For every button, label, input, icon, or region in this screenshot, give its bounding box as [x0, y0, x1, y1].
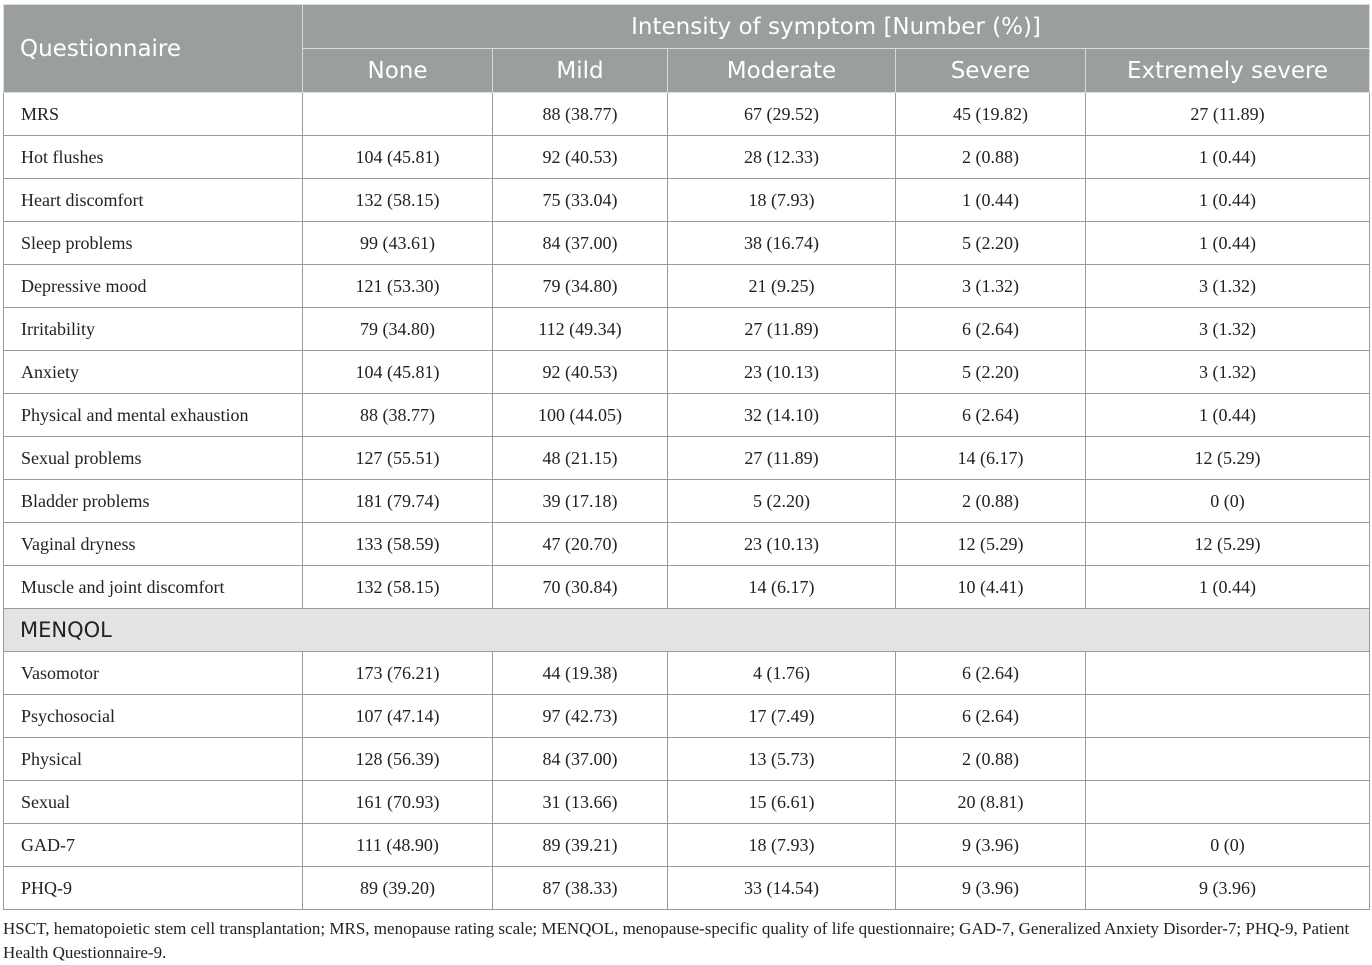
table-cell: 100 (44.05) — [493, 394, 668, 437]
row-label: GAD-7 — [4, 824, 303, 867]
table-cell: 12 (5.29) — [1086, 437, 1370, 480]
table-cell: 1 (0.44) — [896, 179, 1086, 222]
row-label: Hot flushes — [4, 136, 303, 179]
table-cell: 89 (39.20) — [303, 867, 493, 910]
intensity-group-header: Intensity of symptom [Number (%)] — [303, 5, 1370, 49]
row-label: Sexual problems — [4, 437, 303, 480]
table-cell: 17 (7.49) — [668, 695, 896, 738]
table-cell — [1086, 738, 1370, 781]
table-cell: 173 (76.21) — [303, 652, 493, 695]
table-row — [4, 437, 1370, 480]
table-cell: 111 (48.90) — [303, 824, 493, 867]
table-row — [4, 93, 1370, 136]
table-cell: 1 (0.44) — [1086, 394, 1370, 437]
table-cell — [1086, 781, 1370, 824]
row-label: Irritability — [4, 308, 303, 351]
table-cell: 48 (21.15) — [493, 437, 668, 480]
table-cell: 27 (11.89) — [668, 437, 896, 480]
table-cell: 6 (2.64) — [896, 394, 1086, 437]
table-cell: 20 (8.81) — [896, 781, 1086, 824]
table-row — [4, 695, 1370, 738]
row-label: Vaginal dryness — [4, 523, 303, 566]
table-cell — [1086, 695, 1370, 738]
table-cell: 28 (12.33) — [668, 136, 896, 179]
column-header-severe: Severe — [896, 49, 1086, 93]
table-row — [4, 351, 1370, 394]
table-cell: 1 (0.44) — [1086, 222, 1370, 265]
table-cell: 32 (14.10) — [668, 394, 896, 437]
row-label: PHQ-9 — [4, 867, 303, 910]
table-cell — [303, 93, 493, 136]
table-cell: 79 (34.80) — [493, 265, 668, 308]
table-row — [4, 738, 1370, 781]
table-cell: 31 (13.66) — [493, 781, 668, 824]
row-label: MRS — [4, 93, 303, 136]
table-cell: 121 (53.30) — [303, 265, 493, 308]
table-cell: 9 (3.96) — [896, 867, 1086, 910]
table-cell: 92 (40.53) — [493, 351, 668, 394]
table-cell: 5 (2.20) — [896, 222, 1086, 265]
table-row — [4, 265, 1370, 308]
row-label: Vasomotor — [4, 652, 303, 695]
table-header — [4, 5, 1370, 93]
table-cell: 2 (0.88) — [896, 136, 1086, 179]
row-label: Anxiety — [4, 351, 303, 394]
table-cell: 6 (2.64) — [896, 695, 1086, 738]
table-row — [4, 222, 1370, 265]
table-cell: 6 (2.64) — [896, 652, 1086, 695]
table-cell: 18 (7.93) — [668, 824, 896, 867]
table-cell: 128 (56.39) — [303, 738, 493, 781]
table-cell: 87 (38.33) — [493, 867, 668, 910]
table-cell: 23 (10.13) — [668, 351, 896, 394]
table-cell: 13 (5.73) — [668, 738, 896, 781]
table-cell: 132 (58.15) — [303, 566, 493, 609]
table-cell: 88 (38.77) — [493, 93, 668, 136]
table-cell: 9 (3.96) — [896, 824, 1086, 867]
table-cell: 99 (43.61) — [303, 222, 493, 265]
table-row — [4, 781, 1370, 824]
table-cell: 27 (11.89) — [1086, 93, 1370, 136]
table-cell: 14 (6.17) — [668, 566, 896, 609]
column-header-extremely-severe: Extremely severe — [1086, 49, 1370, 93]
row-label: Muscle and joint discomfort — [4, 566, 303, 609]
table-cell: 127 (55.51) — [303, 437, 493, 480]
table-row — [4, 523, 1370, 566]
table-footnote: HSCT, hematopoietic stem cell transplantation; MRS, menopause rating scale; MENQOL, menopause-specific quality of life questionnaire; GAD-7, Generalized Anxiety Disorder-7; PHQ-9, Patient Health Questionnaire-9. — [3, 919, 1350, 962]
table-cell: 38 (16.74) — [668, 222, 896, 265]
row-label: Sexual — [4, 781, 303, 824]
table-cell: 88 (38.77) — [303, 394, 493, 437]
table-cell: 3 (1.32) — [1086, 265, 1370, 308]
table-cell: 161 (70.93) — [303, 781, 493, 824]
symptom-intensity-table — [3, 4, 1370, 910]
table-cell: 132 (58.15) — [303, 179, 493, 222]
table-cell: 3 (1.32) — [1086, 351, 1370, 394]
table-cell: 0 (0) — [1086, 824, 1370, 867]
table-row — [4, 867, 1370, 910]
table-cell: 3 (1.32) — [896, 265, 1086, 308]
table-cell: 5 (2.20) — [668, 480, 896, 523]
table-cell: 1 (0.44) — [1086, 566, 1370, 609]
table-cell: 12 (5.29) — [1086, 523, 1370, 566]
row-label: Physical and mental exhaustion — [4, 394, 303, 437]
table-cell: 112 (49.34) — [493, 308, 668, 351]
table-cell: 12 (5.29) — [896, 523, 1086, 566]
table-cell: 104 (45.81) — [303, 351, 493, 394]
table-cell: 89 (39.21) — [493, 824, 668, 867]
table-cell: 67 (29.52) — [668, 93, 896, 136]
table-cell: 2 (0.88) — [896, 480, 1086, 523]
table-cell: 2 (0.88) — [896, 738, 1086, 781]
row-label: Heart discomfort — [4, 179, 303, 222]
table-row — [4, 136, 1370, 179]
table-row — [4, 179, 1370, 222]
table-row — [4, 566, 1370, 609]
table-row — [4, 394, 1370, 437]
table-cell: 92 (40.53) — [493, 136, 668, 179]
row-label: Physical — [4, 738, 303, 781]
table-row — [4, 652, 1370, 695]
table-cell: 33 (14.54) — [668, 867, 896, 910]
table-cell: 75 (33.04) — [493, 179, 668, 222]
table-cell: 3 (1.32) — [1086, 308, 1370, 351]
table-cell: 97 (42.73) — [493, 695, 668, 738]
table-cell: 84 (37.00) — [493, 738, 668, 781]
row-label: Psychosocial — [4, 695, 303, 738]
table-row — [4, 480, 1370, 523]
table-cell: 104 (45.81) — [303, 136, 493, 179]
table-cell: 9 (3.96) — [1086, 867, 1370, 910]
section-row-menqol — [4, 609, 1370, 652]
table-cell: 79 (34.80) — [303, 308, 493, 351]
table-cell: 14 (6.17) — [896, 437, 1086, 480]
table-cell: 4 (1.76) — [668, 652, 896, 695]
table-cell: 39 (17.18) — [493, 480, 668, 523]
row-label: Sleep problems — [4, 222, 303, 265]
row-label: Depressive mood — [4, 265, 303, 308]
table-cell: 84 (37.00) — [493, 222, 668, 265]
table-cell: 27 (11.89) — [668, 308, 896, 351]
table-cell: 44 (19.38) — [493, 652, 668, 695]
table-cell — [1086, 652, 1370, 695]
column-header-none: None — [303, 49, 493, 93]
table-cell: 45 (19.82) — [896, 93, 1086, 136]
table-cell: 47 (20.70) — [493, 523, 668, 566]
table-cell: 5 (2.20) — [896, 351, 1086, 394]
table-cell: 21 (9.25) — [668, 265, 896, 308]
table-cell: 15 (6.61) — [668, 781, 896, 824]
table-cell: 0 (0) — [1086, 480, 1370, 523]
table-cell: 133 (58.59) — [303, 523, 493, 566]
table-cell: 107 (47.14) — [303, 695, 493, 738]
column-header-moderate: Moderate — [668, 49, 896, 93]
table-row — [4, 824, 1370, 867]
table-row — [4, 308, 1370, 351]
header-row-top — [4, 5, 1370, 49]
questionnaire-header: Questionnaire — [4, 5, 303, 93]
table-cell: 18 (7.93) — [668, 179, 896, 222]
table-cell: 6 (2.64) — [896, 308, 1086, 351]
table-body — [4, 93, 1370, 910]
section-label: MENQOL — [4, 609, 1370, 652]
table-cell: 23 (10.13) — [668, 523, 896, 566]
table-cell: 1 (0.44) — [1086, 136, 1370, 179]
table-cell: 10 (4.41) — [896, 566, 1086, 609]
row-label: Bladder problems — [4, 480, 303, 523]
table-cell: 70 (30.84) — [493, 566, 668, 609]
column-header-mild: Mild — [493, 49, 668, 93]
table-cell: 1 (0.44) — [1086, 179, 1370, 222]
table-cell: 181 (79.74) — [303, 480, 493, 523]
